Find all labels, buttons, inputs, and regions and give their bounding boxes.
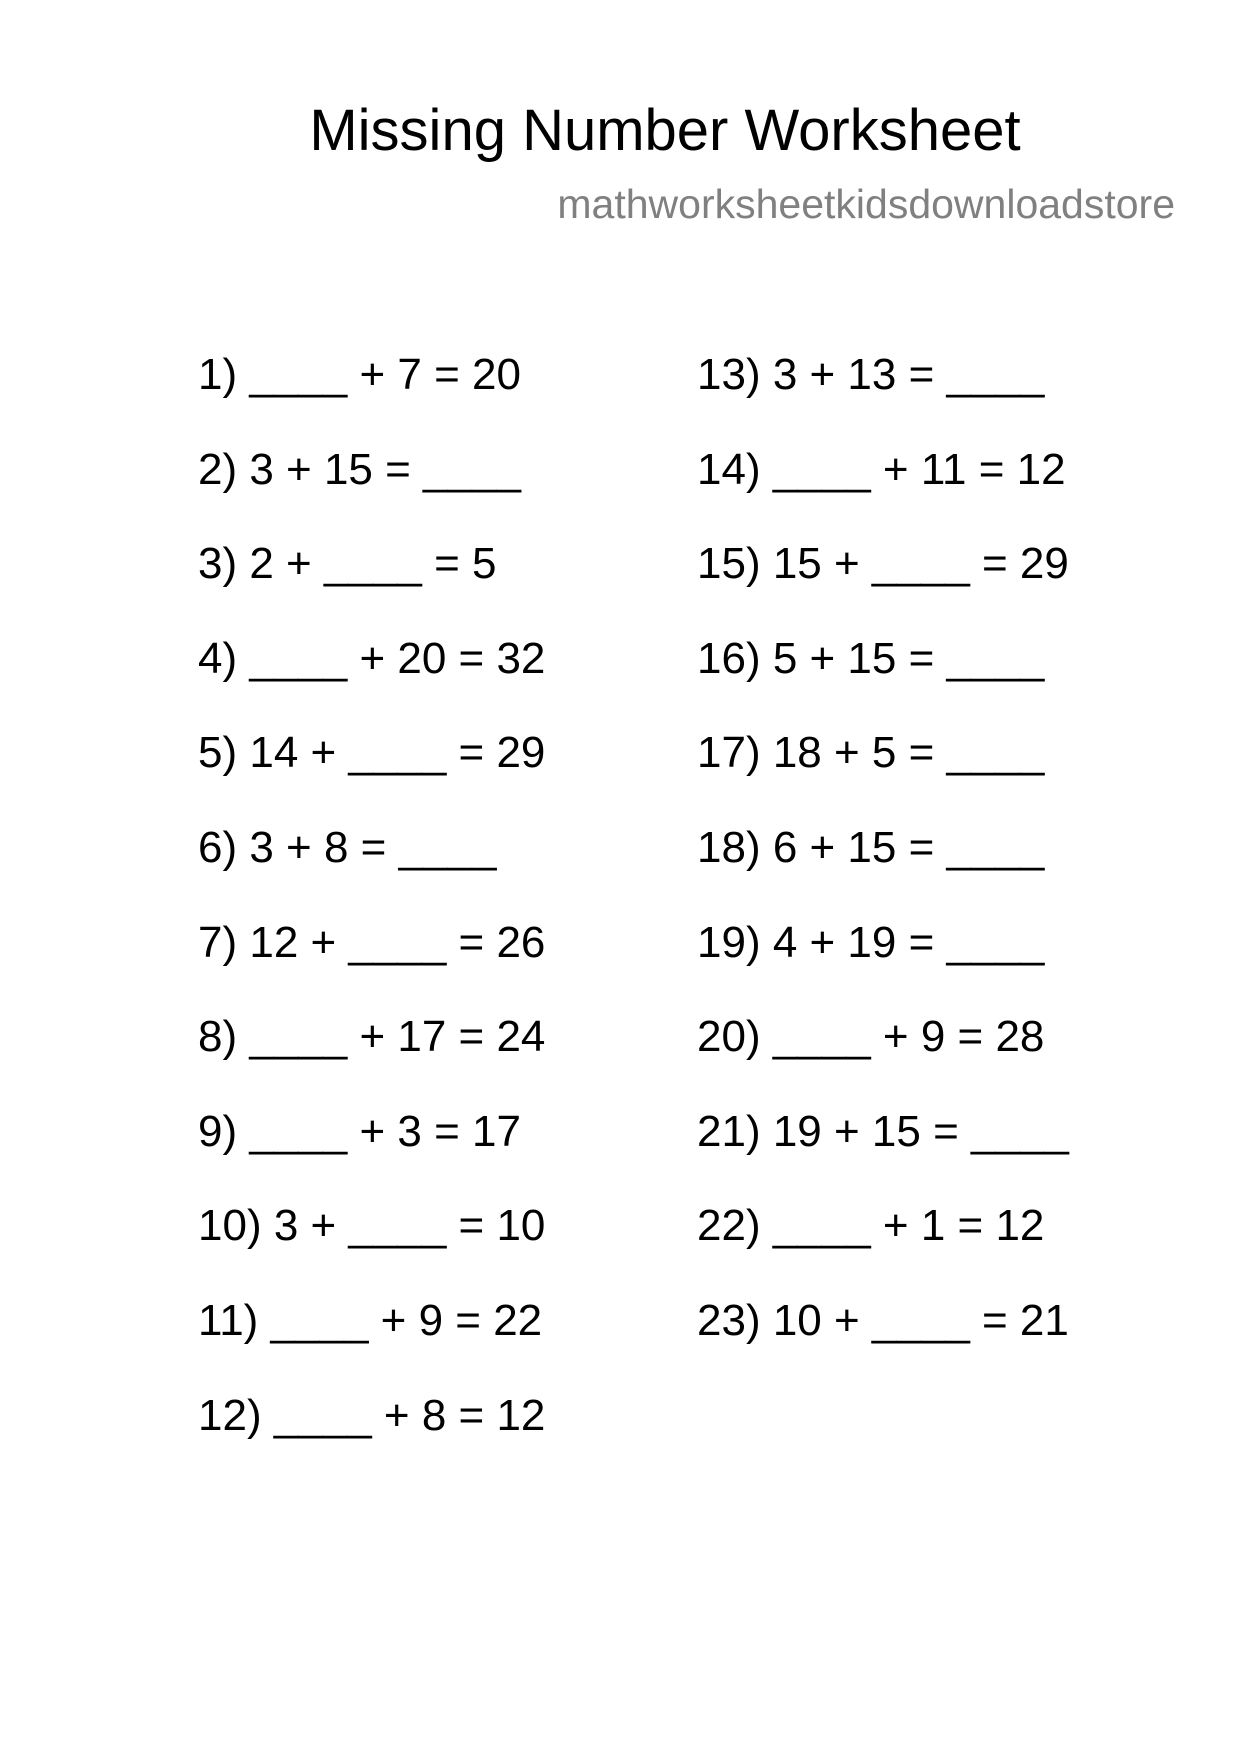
problem-23: 23) 10 + ____ = 21 — [697, 1295, 1069, 1345]
problem-6: 6) 3 + 8 = ____ — [198, 822, 497, 872]
problems-column-right — [697, 345, 1069, 1386]
problems-column-left — [198, 345, 545, 1480]
problem-9: 9) ____ + 3 = 17 — [198, 1106, 521, 1156]
problem-18: 18) 6 + 15 = ____ — [697, 822, 1045, 872]
problem-1: 1) ____ + 7 = 20 — [198, 350, 521, 399]
problem-8: 8) ____ + 17 = 24 — [198, 1012, 546, 1062]
problem-15: 15) 15 + ____ = 29 — [697, 539, 1069, 589]
problem-19: 19) 4 + 19 = ____ — [697, 917, 1045, 967]
problem-13: 13) 3 + 13 = ____ — [697, 350, 1045, 399]
problem-12: 12) ____ + 8 = 12 — [198, 1390, 546, 1440]
problem-22: 22) ____ + 1 = 12 — [697, 1201, 1045, 1251]
problem-5: 5) 14 + ____ = 29 — [198, 728, 546, 778]
problem-21: 21) 19 + 15 = ____ — [697, 1106, 1069, 1156]
problem-4: 4) ____ + 20 = 32 — [198, 633, 546, 683]
problem-7: 7) 12 + ____ = 26 — [198, 917, 546, 967]
worksheet-source: mathworksheetkidsdownloadstore — [557, 181, 1175, 227]
problem-20: 20) ____ + 9 = 28 — [697, 1012, 1045, 1062]
problem-14: 14) ____ + 11 = 12 — [697, 444, 1066, 494]
problem-16: 16) 5 + 15 = ____ — [697, 633, 1045, 683]
worksheet-title: Missing Number Worksheet — [309, 98, 1021, 163]
problem-10: 10) 3 + ____ = 10 — [198, 1201, 546, 1251]
problem-17: 17) 18 + 5 = ____ — [697, 728, 1045, 778]
problem-2: 2) 3 + 15 = ____ — [198, 444, 521, 494]
problem-3: 3) 2 + ____ = 5 — [198, 539, 497, 589]
problem-11: 11) ____ + 9 = 22 — [198, 1295, 543, 1345]
